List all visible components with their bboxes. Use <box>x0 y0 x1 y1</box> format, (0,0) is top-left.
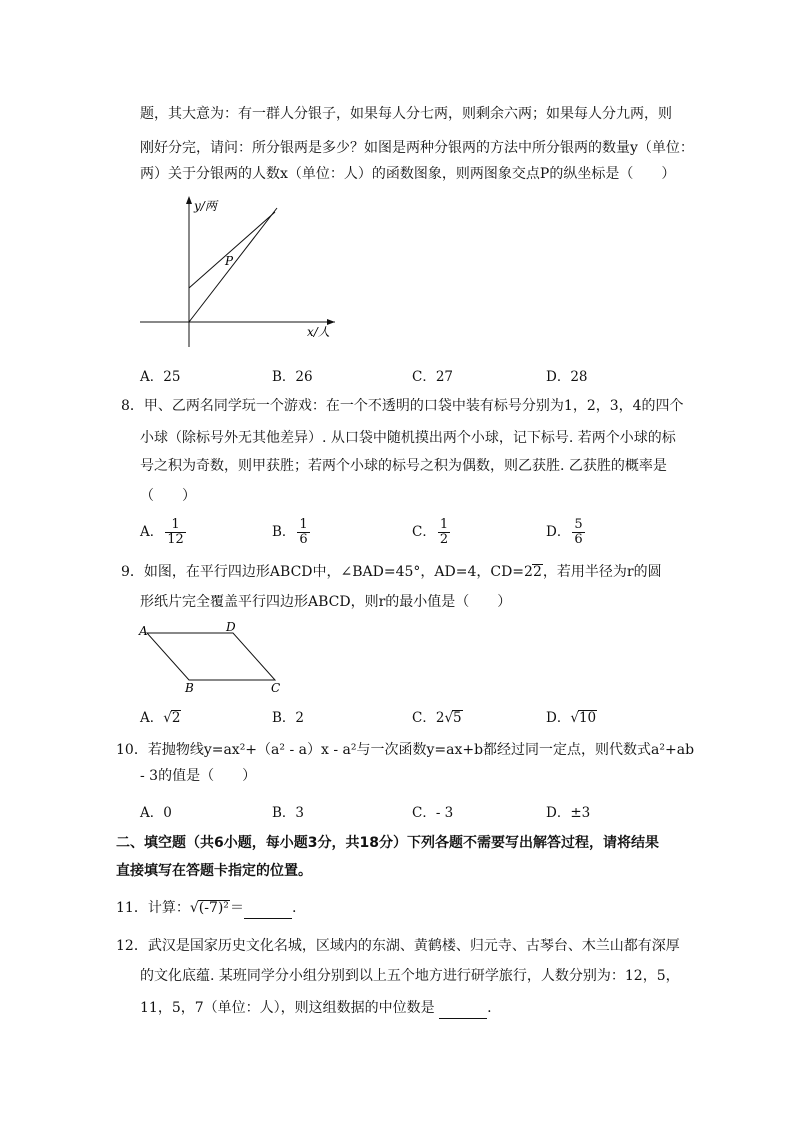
vertex-a-label: A <box>139 624 148 638</box>
q12-line2: 的文化底蕴. 某班同学分小组分别到以上五个地方进行研学旅行，人数分别为：12，5， <box>140 968 680 984</box>
q7-choice-c[interactable]: C．27 <box>412 369 454 385</box>
q7-function-graph <box>135 192 345 352</box>
q9-choice-c[interactable]: C．2√5 <box>412 710 462 726</box>
q8-choice-c[interactable]: C． $\frac{1}{2}$ <box>412 517 449 547</box>
q7-choice-b[interactable]: B．26 <box>272 369 313 385</box>
q9-line2: 形纸片完全覆盖平行四边形ABCD，则r的最小值是（ ） <box>140 594 512 610</box>
q7-choice-a[interactable]: A．25 <box>140 369 181 385</box>
q9-parallelogram-figure <box>135 618 295 698</box>
q10-line1: 10．若抛物线y=ax²+（a² - a）x - a²与一次函数y=ax+b都经过同一定点，则代数式a²+ab <box>116 742 695 758</box>
q10-choice-d[interactable]: D．±3 <box>546 805 591 821</box>
q8-choice-b[interactable]: B． $\frac{1}{6}$ <box>272 517 308 547</box>
vertex-c-label: C <box>271 681 281 695</box>
q8-line1: 8．甲、乙两名同学玩一个游戏：在一个不透明的口袋中装有标号分别为1，2，3，4的四个 <box>121 398 684 414</box>
q8-choice-d[interactable]: D． $\frac{5}{6}$ <box>546 517 583 547</box>
q12-line1: 12．武汉是国家历史文化名城，区域内的东湖、黄鹤楼、归元寺、古琴台、木兰山都有深厚 <box>116 938 680 954</box>
q11-line: 11．计算：√(-7)²＝ . <box>116 898 296 919</box>
q12-line3: 11，5，7（单位：人），则这组数据的中位数是 . <box>140 998 492 1019</box>
y-axis-label: y/两 <box>194 199 217 213</box>
q7-line1: 题，其大意为：有一群人分银子，如果每人分七两，则剩余六两；如果每人分九两，则 <box>140 106 672 122</box>
q9-line1: 9．如图，在平行四边形ABCD中，∠BAD=45°，AD=4，CD=22，若用半径为r的圆 <box>121 564 662 580</box>
vertex-d-label: D <box>226 620 236 634</box>
q10-choice-b[interactable]: B．3 <box>272 805 305 821</box>
section-2-heading-line2: 直接填写在答题卡指定的位置。 <box>116 863 312 879</box>
q7-line3: 两）关于分银两的人数x（单位：人）的函数图象，则两图象交点P的纵坐标是（ ） <box>140 166 676 182</box>
line-7x-plus-6 <box>189 212 275 288</box>
vertex-b-label: B <box>185 681 194 695</box>
q11-answer-blank[interactable] <box>244 898 292 919</box>
q7-choice-d[interactable]: D．28 <box>546 369 588 385</box>
q10-choice-a[interactable]: A．0 <box>140 805 172 821</box>
q8-choice-a[interactable]: A． $\frac{1}{12}$ <box>140 517 184 547</box>
q8-line3: 号之积为奇数，则甲获胜；若两个小球的标号之积为偶数，则乙获胜. 乙获胜的概率是 <box>140 458 667 474</box>
q8-line2: 小球（除标号外无其他差异）. 从口袋中随机摸出两个小球，记下标号. 若两个小球的标 <box>140 430 676 446</box>
point-p-label: P <box>225 254 234 268</box>
q7-line2: 刚好分完，请问：所分银两是多少？如图是两种分银两的方法中所分银两的数量y（单位： <box>140 140 694 156</box>
x-axis-label: x/人 <box>307 325 330 339</box>
section-2-heading-line1: 二、填空题（共6小题，每小题3分，共18分）下列各题不需要写出解答过程，请将结果 <box>116 835 659 851</box>
q9-choice-a[interactable]: A．√2 <box>140 710 181 726</box>
q9-choice-b[interactable]: B．2 <box>272 710 305 726</box>
q10-choice-c[interactable]: C．- 3 <box>412 805 454 821</box>
q8-line4: （ ） <box>140 488 196 504</box>
q9-choice-d[interactable]: D．√10 <box>546 710 597 726</box>
q12-answer-blank[interactable] <box>439 998 487 1019</box>
q10-line2: - 3的值是（ ） <box>140 768 257 784</box>
